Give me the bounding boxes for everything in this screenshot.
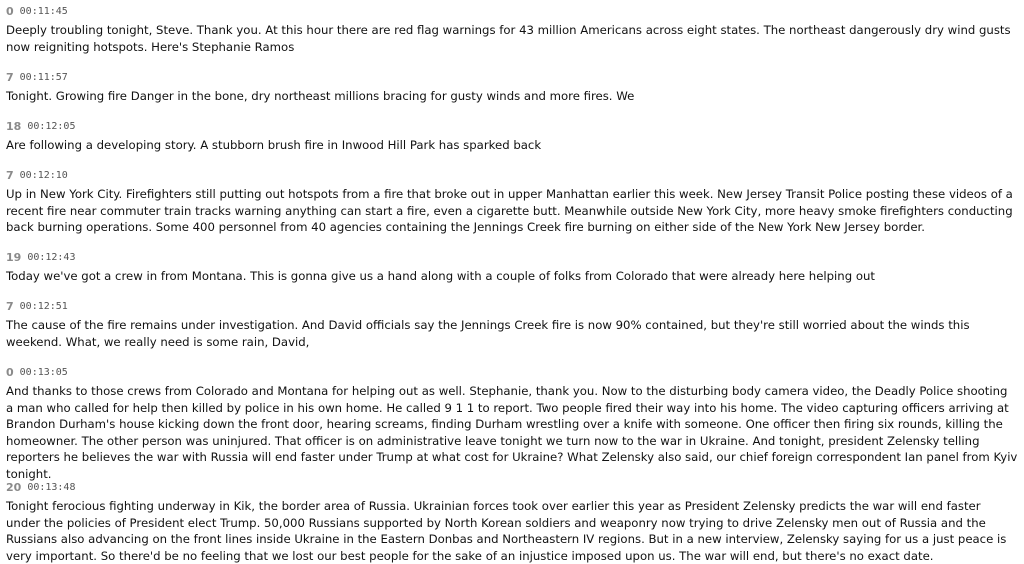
timestamp: 00:11:45 (19, 6, 68, 17)
segment-text: And thanks to those crews from Colorado and Montana for helping out as well. Stephanie, thank you. Now to the disturbing body camera video, the Deadly Police shooting a man who called for help then killed by police in his own home. He called 9 1 1 to report. Two people fired their way into his home. The video capturing officers arriving at Brandon Durham's house kicking down the front door, hearing screams, finding Durham wrestling over a knife with someone. One officer then firing six rounds, killing the homeowner. The other person was uninjured. That officer is on administrative leave tonight we turn now to the war in Ukraine. And tonight, president Zelensky telling reporters he believes the war with Russia will end faster under Trump at what cost for Ukraine? What Zelensky also said, our chief foreign correspondent Ian panel from Kyiv tonight. (6, 384, 1018, 481)
transcript-segment (6, 119, 1018, 154)
speaker-label: 7 (6, 169, 14, 182)
speaker-label: 18 (6, 120, 22, 133)
segment-header (6, 119, 1018, 135)
segment-text: Deeply troubling tonight, Steve. Thank you. At this hour there are red flag warnings for 43 million Americans across eight states. The northeast dangerously dry wind gusts now reigniting hotspots. Here's Stephanie Ramos (6, 23, 1011, 54)
timestamp: 00:11:57 (19, 72, 68, 83)
speaker-label: 0 (6, 5, 14, 18)
timestamp: 00:12:05 (27, 121, 76, 132)
timestamp: 00:12:43 (27, 252, 76, 263)
segment-header (6, 4, 1018, 20)
transcript-segment (6, 4, 1018, 55)
segment-header (6, 168, 1018, 184)
segment-text: Today we've got a crew in from Montana. This is gonna give us a hand along with a couple of folks from Colorado that were already here helping out (6, 269, 875, 283)
timestamp: 00:12:10 (19, 170, 68, 181)
transcript-segment (6, 168, 1018, 236)
speaker-label: 7 (6, 71, 14, 84)
timestamp: 00:13:48 (27, 482, 76, 493)
speaker-label: 20 (6, 481, 22, 494)
segment-text: Are following a developing story. A stubborn brush fire in Inwood Hill Park has sparked back (6, 138, 542, 152)
transcript-segment (6, 299, 1018, 350)
transcript-segment (6, 70, 1018, 105)
segment-header (6, 299, 1018, 315)
segment-text: Up in New York City. Firefighters still putting out hotspots from a fire that broke out in upper Manhattan earlier this week. New Jersey Transit Police posting these videos of a recent fire near commuter train tracks warning anything can start a fire, even a cigarette butt. Meanwhile outside New York City, more heavy smoke firefighters conducting back burning operations. Some 400 personnel from 40 agencies containing the Jennings Creek fire burning on either side of the New York New Jersey border. (6, 187, 1013, 234)
segment-header (6, 250, 1018, 266)
segment-text: Tonight ferocious fighting underway in Kik, the border area of Russia. Ukrainian forces took over earlier this year as President Zelensky predicts the war will end faster under the policies of President elect Trump. 50,000 Russians supported by North Korean soldiers and weaponry now trying to drive Zelensky men out of Russia and the Russians also advancing on the front lines inside Ukraine in the Eastern Donbas and Northeastern IV regions. But in a new interview, Zelensky saying for us a just peace is very important. So there'd be no feeling that we lost our best people for the sake of an injustice imposed upon us. The war will end, but there's no exact date. (6, 499, 1007, 563)
timestamp: 00:12:51 (19, 301, 68, 312)
speaker-label: 19 (6, 251, 22, 264)
speaker-label: 7 (6, 300, 14, 313)
segment-text: Tonight. Growing fire Danger in the bone, dry northeast millions bracing for gusty winds and more fires. We (6, 89, 635, 103)
segment-header (6, 70, 1018, 86)
transcript-segment (6, 480, 1018, 564)
segment-text: The cause of the fire remains under investigation. And David officials say the Jennings Creek fire is now 90% contained, but they're still worried about the winds this weekend. What, we really need is some rain, David, (6, 318, 970, 349)
segment-header (6, 480, 1018, 496)
speaker-label: 0 (6, 366, 14, 379)
transcript-segment (6, 365, 1018, 482)
transcript-segment (6, 250, 1018, 285)
timestamp: 00:13:05 (19, 367, 68, 378)
segment-header (6, 365, 1018, 381)
